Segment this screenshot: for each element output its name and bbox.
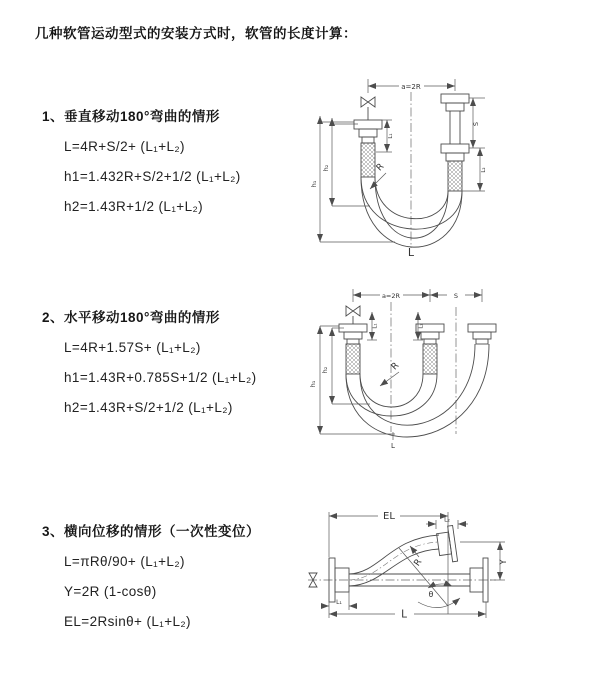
label-l2: L₂: [481, 167, 487, 173]
section-1-formula-h1: h1=1.432R+S/2+1/2 (L₁+L₂): [64, 168, 241, 184]
section-1-heading: 1、垂直移动180°弯曲的情形: [42, 109, 220, 124]
label-l-total: L: [401, 608, 407, 621]
label-h2: h₂: [321, 366, 329, 374]
upper-flange-displaced: [436, 525, 458, 563]
dimension-l-total: [329, 602, 486, 618]
dimension-h1: [320, 326, 395, 434]
label-a2r: a=2R: [401, 83, 421, 91]
s-curve-hose-displaced: [349, 535, 439, 586]
hose-u-bend: [346, 344, 489, 437]
section-3-formula-EL: EL=2Rsinθ+ (L₁+L₂): [64, 613, 191, 629]
section-2: [42, 306, 302, 422]
label-l2: L₂: [418, 323, 425, 329]
valve-icon: [361, 97, 375, 120]
label-l1: L₁: [388, 133, 394, 139]
section-1-formula-L: L=4R+S/2+ (L₁+L₂): [64, 138, 185, 154]
label-r: R: [374, 161, 387, 174]
label-r: R: [389, 360, 402, 373]
label-s: S: [453, 292, 459, 300]
section-2-heading: 2、水平移动180°弯曲的情形: [42, 310, 220, 325]
dimension-a2r: [353, 289, 482, 302]
label-el: EL: [383, 511, 395, 522]
label-h1: h₁: [310, 180, 318, 188]
label-a2r: a=2R: [381, 292, 401, 300]
label-y: Y: [499, 559, 509, 565]
valve-icon: [346, 306, 360, 324]
label-l-total: L: [391, 442, 395, 450]
section-3: [42, 520, 302, 636]
label-theta: θ: [428, 590, 434, 599]
section-2-formula-h2: h2=1.43R+S/2+1/2 (L₁+L₂): [64, 399, 233, 415]
section-3-formula-L: L=πRθ/90+ (L₁+L₂): [64, 553, 185, 569]
diagram-vertical-180-bend: [300, 72, 590, 260]
right-fitting: [441, 94, 469, 191]
braided-hose-section: [361, 143, 375, 177]
section-1-formula-h2: h2=1.43R+1/2 (L₁+L₂): [64, 198, 204, 214]
label-s: S: [472, 121, 480, 127]
section-2-formula-h1: h1=1.43R+0.785S+1/2 (L₁+L₂): [64, 369, 257, 385]
label-l1: L₁: [336, 599, 342, 606]
braided-hose-section: [423, 344, 437, 374]
left-fitting: [339, 324, 367, 374]
section-3-formula-Y: Y=2R (1-cosθ): [64, 583, 157, 599]
label-l1: L₁: [372, 323, 379, 329]
hose-u-bend: [361, 177, 462, 247]
label-r: R: [412, 557, 425, 569]
section-1: [42, 105, 302, 221]
diagram-lateral-displacement: [300, 500, 600, 660]
middle-fitting: [416, 324, 444, 374]
dimension-h1: [320, 116, 395, 242]
label-l-total: L: [407, 246, 415, 259]
section-2-formula-L: L=4R+1.57S+ (L₁+L₂): [64, 339, 201, 355]
label-h2: h₂: [322, 164, 330, 172]
braided-hose-section: [448, 161, 462, 191]
section-3-heading: 3、横向位移的情形（一次性变位）: [42, 524, 261, 539]
braided-hose-section: [346, 344, 360, 374]
radius-leader: [380, 372, 399, 386]
radius-leader: [410, 546, 419, 557]
right-fitting: [468, 324, 496, 344]
label-h1: h₁: [309, 380, 317, 388]
diagram-horizontal-180-bend: [300, 282, 600, 460]
page-title: 几种软管运动型式的安装方式时，软管的长度计算：: [35, 26, 357, 41]
label-l2: L₂: [444, 516, 450, 524]
